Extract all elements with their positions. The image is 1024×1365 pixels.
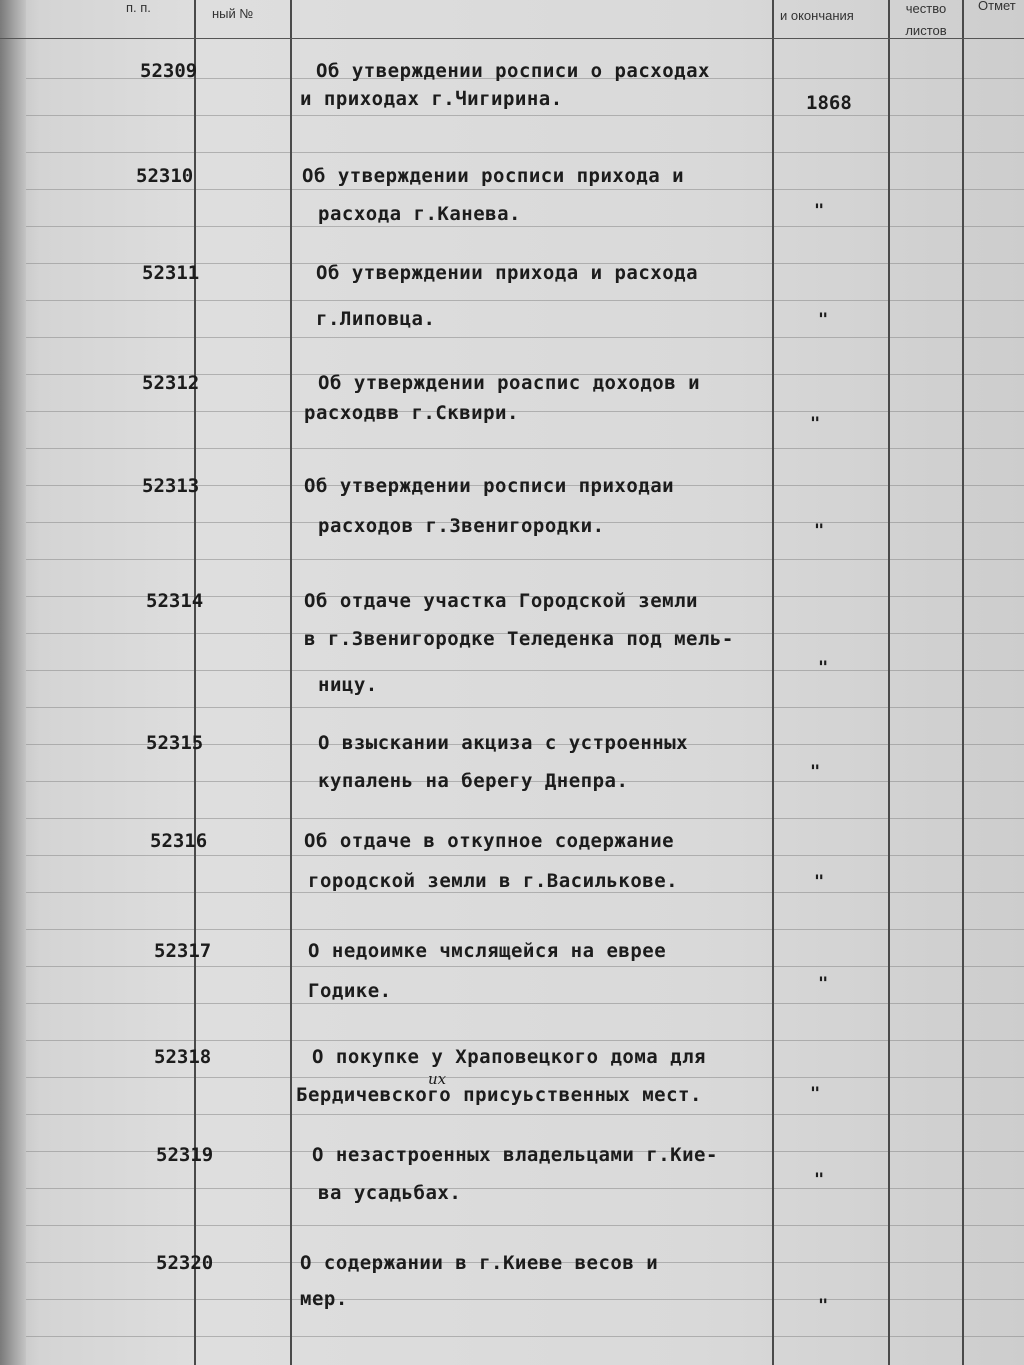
ditto-mark: ": [818, 974, 829, 994]
ruled-line: [26, 115, 1024, 116]
entry-number: 52318: [154, 1046, 212, 1068]
ditto-mark: ": [814, 872, 825, 892]
entry-title-line: Об утверждении роаспис доходов и: [318, 372, 701, 394]
header-num: п. п.: [126, 0, 151, 15]
ruled-line: [26, 1188, 1024, 1189]
entry-title-line: расхода г.Канева.: [318, 203, 521, 225]
ruled-line: [26, 855, 1024, 856]
entry-title-line: О покупке у Храповецкого дома для: [312, 1046, 706, 1068]
entry-number: 52317: [154, 940, 212, 962]
entry-title-line: Об утверждении росписи прихода и: [302, 165, 685, 187]
column-divider: [290, 0, 292, 1365]
column-divider: [888, 0, 890, 1365]
entry-title-line: Годике.: [308, 980, 392, 1002]
ruled-line: [26, 226, 1024, 227]
ruled-line: [26, 1299, 1024, 1300]
entry-title-line: в г.Звенигородке Теледенка под мель-: [304, 628, 734, 650]
entry-title-line: расходов г.Звенигородки.: [318, 515, 605, 537]
entry-title-line: О взыскании акциза с устроенных: [318, 732, 689, 754]
entry-title-line: О содержании в г.Киеве весов и: [300, 1252, 659, 1274]
entry-title-line: О незастроенных владельцами г.Кие-: [312, 1144, 718, 1166]
entry-number: 52311: [142, 262, 200, 284]
ruled-line: [26, 966, 1024, 967]
header-divider: [0, 38, 1024, 39]
ruled-line: [26, 448, 1024, 449]
ruled-line: [26, 1336, 1024, 1337]
ruled-line: [26, 337, 1024, 338]
entry-title-line: ва усадьбах.: [318, 1182, 462, 1204]
ruled-line: [26, 411, 1024, 412]
ruled-line: [26, 559, 1024, 560]
entry-title-line: Об утверждении росписи приходаи: [304, 475, 675, 497]
entry-title-line: городской земли в г.Василькове.: [308, 870, 679, 892]
entry-number: 52309: [140, 60, 198, 82]
entry-title-line: купалень на берегу Днепра.: [318, 770, 629, 792]
ditto-mark: ": [814, 201, 825, 221]
ruled-line: [26, 707, 1024, 708]
book-binding: [0, 0, 26, 1365]
entry-title-line: ницу.: [318, 674, 378, 696]
ruled-line: [26, 1114, 1024, 1115]
entry-title-line: расходвв г.Сквири.: [304, 402, 519, 424]
ruled-line: [26, 1003, 1024, 1004]
ruled-line: [26, 1077, 1024, 1078]
ruled-line: [26, 892, 1024, 893]
ruled-line: [26, 670, 1024, 671]
header-archive: ный №: [212, 6, 254, 21]
entry-title-line: Об отдаче участка Городской земли: [304, 590, 698, 612]
ruled-line: [26, 929, 1024, 930]
entry-title-line: и приходах г.Чигирина.: [300, 88, 563, 110]
entry-title-line: мер.: [300, 1288, 348, 1310]
ruled-line: [26, 1225, 1024, 1226]
ditto-mark: ": [810, 414, 821, 434]
entry-title-line: г.Липовца.: [316, 308, 436, 330]
entry-title-line: Бердичевского присуьственных мест.: [296, 1084, 702, 1106]
header-notes: Отмет: [978, 0, 1016, 13]
header-sheets: чество листов: [905, 1, 947, 38]
ditto-mark: ": [818, 1296, 829, 1316]
entry-number: 52320: [156, 1252, 214, 1274]
entry-title-line: О недоимке чмслящейся на еврее: [308, 940, 667, 962]
ruled-line: [26, 818, 1024, 819]
ruled-line: [26, 189, 1024, 190]
column-divider: [962, 0, 964, 1365]
entry-number: 52313: [142, 475, 200, 497]
handwritten-correction: их: [428, 1070, 447, 1088]
entry-number: 52312: [142, 372, 200, 394]
ruled-line: [26, 1040, 1024, 1041]
ruled-line: [26, 152, 1024, 153]
ditto-mark: ": [818, 310, 829, 330]
entry-title-line: Об утверждении росписи о расходах: [316, 60, 710, 82]
header-dates: и окончания: [780, 8, 854, 23]
ruled-line: [26, 300, 1024, 301]
ditto-mark: ": [810, 762, 821, 782]
entry-number: 52316: [150, 830, 208, 852]
ditto-mark: ": [818, 658, 829, 678]
ditto-mark: ": [814, 521, 825, 541]
entry-number: 52319: [156, 1144, 214, 1166]
entry-number: 52310: [136, 165, 194, 187]
entry-title-line: Об утверждении прихода и расхода: [316, 262, 699, 284]
entry-number: 52314: [146, 590, 204, 612]
ditto-mark: ": [810, 1084, 821, 1104]
entry-number: 52315: [146, 732, 204, 754]
entry-title-line: Об отдаче в откупное содержание: [304, 830, 675, 852]
ditto-mark: ": [814, 1170, 825, 1190]
entry-year: 1868: [806, 92, 852, 114]
column-divider: [772, 0, 774, 1365]
